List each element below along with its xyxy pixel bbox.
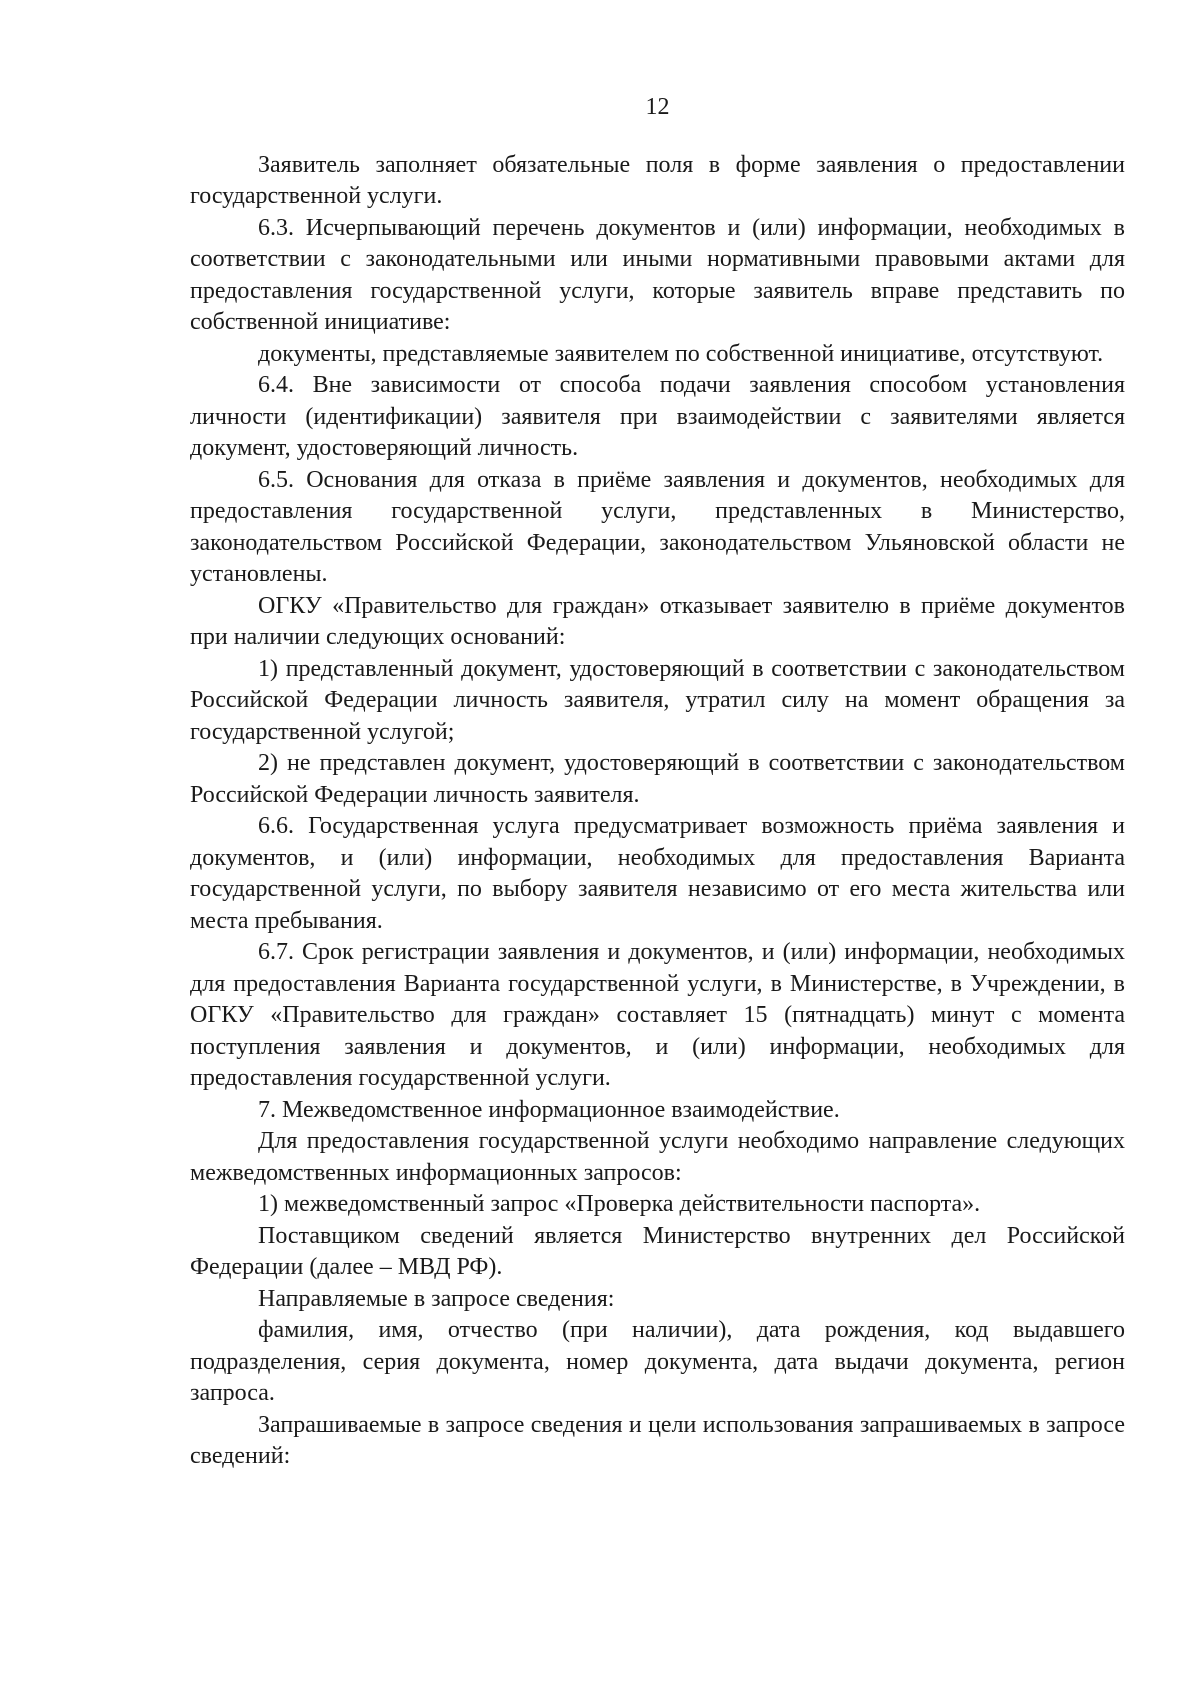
paragraph-6-5: 6.5. Основания для отказа в приёме заявления и документов, необходимых для предоставления государственной услуги, представленных в Министерство, законодательством Российской Федерации, законодательством Ульяновской области не установлены.: [190, 466, 1125, 587]
paragraph-6-7: 6.7. Срок регистрации заявления и документов, и (или) информации, необходимых для предоставления Варианта государственной услуги, в Министерстве, в Учреждении, в ОГКУ «Правительство для граждан» составляет 15 (пятнадцать) минут с момента поступления заявления и документов, и (или) информации, необходимых для предоставления государственной услуги.: [190, 939, 1125, 1091]
paragraph-sent-data-list: фамилия, имя, отчество (при наличии), дата рождения, код выдавшего подразделения, серия документа, номер документа, дата выдачи документа, регион запроса.: [190, 1317, 1125, 1406]
page-number: 12: [645, 94, 670, 120]
paragraph-6-6: 6.6. Государственная услуга предусматривает возможность приёма заявления и документов, и (или) информации, необходимых для предоставления Варианта государственной услуги, по выбору заявителя независимо от его места жительства или места пребывания.: [190, 813, 1125, 934]
paragraph-refusal-ground-1: 1) представленный документ, удостоверяющий в соответствии с законодательством Российской Федерации личность заявителя, утратил силу на момент обращения за государственной услугой;: [190, 655, 1125, 745]
paragraph-section-7-heading: 7. Межведомственное информационное взаимодействие.: [258, 1096, 840, 1123]
paragraph-provider: Поставщиком сведений является Министерство внутренних дел Российской Федерации (далее – МВД РФ).: [190, 1222, 1125, 1280]
paragraph-6-3: 6.3. Исчерпывающий перечень документов и (или) информации, необходимых в соответствии с законодательными или иными нормативными правовыми актами для предоставления государственной услуги, которые заявитель вправе представить по собственной инициативе:: [190, 214, 1125, 335]
paragraph-6-4: 6.4. Вне зависимости от способа подачи заявления способом установления личности (идентификации) заявителя при взаимодействии с заявителями является документ, удостоверяющий личность.: [190, 372, 1125, 461]
paragraph-request-1: 1) межведомственный запрос «Проверка действительности паспорта».: [258, 1191, 981, 1217]
paragraph-interagency-requests: Для предоставления государственной услуги необходимо направление следующих межведомственных информационных запросов:: [190, 1128, 1125, 1186]
paragraph-sent-data-heading: Направляемые в запросе сведения:: [258, 1285, 615, 1312]
document-page: [190, 92, 1125, 1473]
paragraph-applicant-fills-form: Заявитель заполняет обязательные поля в форме заявления о предоставлении государственной услуги.: [190, 151, 1125, 209]
paragraph-requested-data: Запрашиваемые в запросе сведения и цели использования запрашиваемых в запросе сведений:: [190, 1411, 1125, 1469]
paragraph-refusal-ground-2: 2) не представлен документ, удостоверяющий в соответствии с законодательством Российской Федерации личность заявителя.: [190, 750, 1125, 808]
paragraph-ogku-refusal: ОГКУ «Правительство для граждан» отказывает заявителю в приёме документов при наличии следующих оснований:: [190, 592, 1125, 650]
paragraph-documents-absent: документы, представляемые заявителем по собственной инициативе, отсутствуют.: [258, 340, 1104, 367]
